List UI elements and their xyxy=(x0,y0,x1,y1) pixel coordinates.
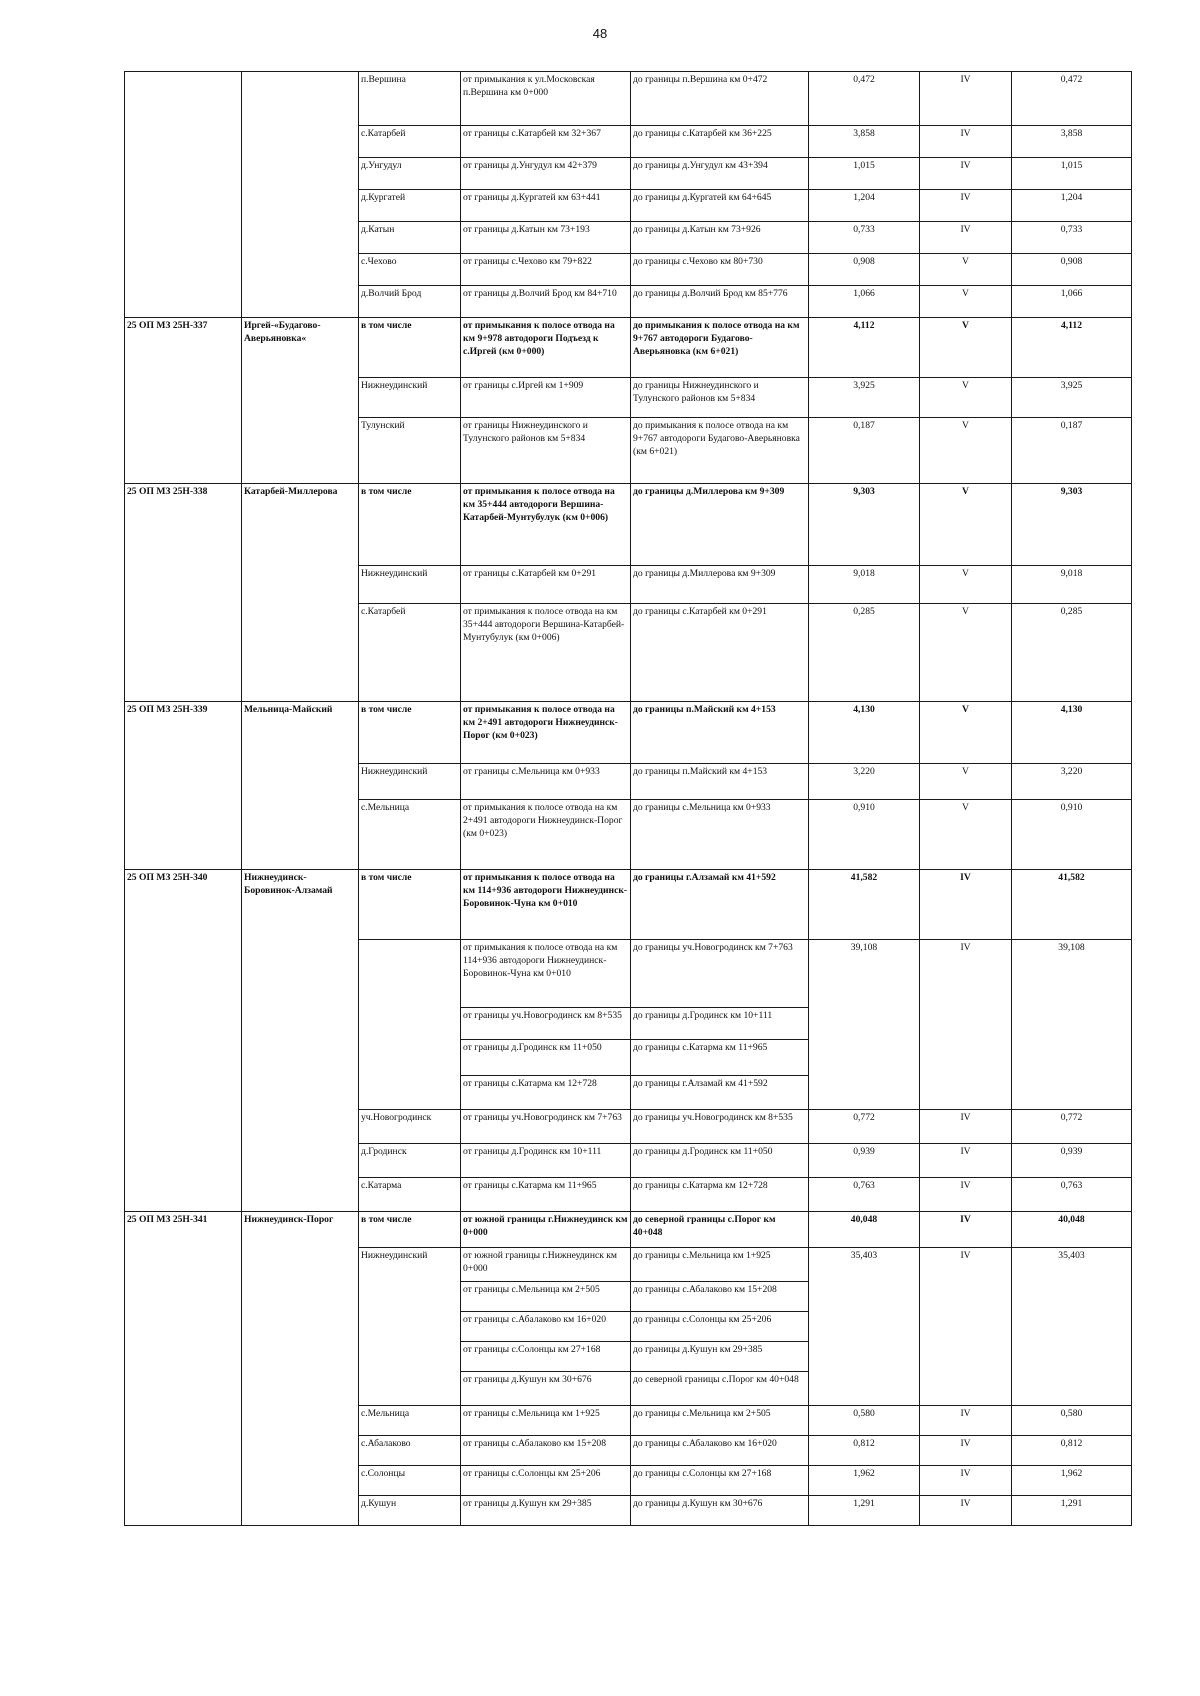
from-cell: от примыкания к полосе отвода на км 35+444 автодороги Вершина-Катарбей-Мунтубулук (км 0+006) xyxy=(461,484,631,566)
total-length-cell: 9,303 xyxy=(1012,484,1132,566)
to-cell: до границы с.Катарма км 11+965 xyxy=(631,1040,809,1076)
total-length-cell: 0,285 xyxy=(1012,604,1132,702)
location-cell: д.Кургатей xyxy=(359,190,461,222)
total-length-cell: 1,291 xyxy=(1012,1496,1132,1526)
category-cell: V xyxy=(920,418,1012,484)
length-cell: 40,048 xyxy=(809,1212,920,1248)
location-cell: д.Гродинск xyxy=(359,1144,461,1178)
length-cell: 41,582 xyxy=(809,870,920,940)
total-length-cell: 9,018 xyxy=(1012,566,1132,604)
table-row xyxy=(125,1212,1132,1248)
total-length-cell: 1,962 xyxy=(1012,1466,1132,1496)
road-name-cell xyxy=(242,72,359,318)
from-cell: от примыкания к полосе отвода на км 9+978 автодороги Подъезд к с.Иргей (км 0+000) xyxy=(461,318,631,378)
to-cell: до границы с.Чехово км 80+730 xyxy=(631,254,809,286)
length-cell: 0,763 xyxy=(809,1178,920,1212)
from-cell: от границы с.Солонцы км 27+168 xyxy=(461,1342,631,1372)
from-cell: от границы с.Мельница км 0+933 xyxy=(461,764,631,800)
to-cell: до границы д.Миллерова км 9+309 xyxy=(631,566,809,604)
to-cell: до северной границы с.Порог км 40+048 xyxy=(631,1372,809,1406)
to-cell: до границы д.Унгудул км 43+394 xyxy=(631,158,809,190)
from-cell: от границы Нижнеудинского и Тулунского районов км 5+834 xyxy=(461,418,631,484)
location-cell: Нижнеудинский xyxy=(359,1248,461,1406)
location-cell: в том числе xyxy=(359,484,461,566)
total-length-cell: 3,220 xyxy=(1012,764,1132,800)
from-cell: от южной границы г.Нижнеудинск км 0+000 xyxy=(461,1248,631,1282)
category-cell: IV xyxy=(920,190,1012,222)
total-length-cell: 0,580 xyxy=(1012,1406,1132,1436)
to-cell: до границы с.Катарбей км 0+291 xyxy=(631,604,809,702)
to-cell: до границы с.Катарма км 12+728 xyxy=(631,1178,809,1212)
to-cell: до примыкания к полосе отвода на км 9+767 автодороги Будагово-Аверьяновка (км 6+021) xyxy=(631,318,809,378)
to-cell: до границы п.Майский км 4+153 xyxy=(631,764,809,800)
length-cell: 1,015 xyxy=(809,158,920,190)
road-code-cell: 25 ОП МЗ 25Н-337 xyxy=(125,318,242,484)
from-cell: от границы уч.Новогродинск км 8+535 xyxy=(461,1008,631,1040)
location-cell: с.Катарма xyxy=(359,1178,461,1212)
to-cell: до границы уч.Новогродинск км 7+763 xyxy=(631,940,809,1008)
total-length-cell: 40,048 xyxy=(1012,1212,1132,1248)
to-cell: до границы с.Абалаково км 15+208 xyxy=(631,1282,809,1312)
length-cell: 9,018 xyxy=(809,566,920,604)
to-cell: до границы с.Мельница км 1+925 xyxy=(631,1248,809,1282)
table-row xyxy=(125,702,1132,764)
road-code-cell: 25 ОП МЗ 25Н-338 xyxy=(125,484,242,702)
total-length-cell: 1,066 xyxy=(1012,286,1132,318)
from-cell: от границы с.Катарбей км 0+291 xyxy=(461,566,631,604)
category-cell: IV xyxy=(920,1496,1012,1526)
total-length-cell: 0,910 xyxy=(1012,800,1132,870)
total-length-cell: 3,925 xyxy=(1012,378,1132,418)
road-code-cell xyxy=(125,72,242,318)
category-cell: V xyxy=(920,764,1012,800)
length-cell: 3,858 xyxy=(809,126,920,158)
roads-table xyxy=(124,71,1132,1526)
location-cell: в том числе xyxy=(359,702,461,764)
length-cell: 4,112 xyxy=(809,318,920,378)
total-length-cell: 0,763 xyxy=(1012,1178,1132,1212)
location-cell: с.Катарбей xyxy=(359,126,461,158)
category-cell: IV xyxy=(920,1110,1012,1144)
category-cell: V xyxy=(920,484,1012,566)
length-cell: 0,772 xyxy=(809,1110,920,1144)
location-cell: с.Мельница xyxy=(359,1406,461,1436)
from-cell: от примыкания к ул.Московская п.Вершина км 0+000 xyxy=(461,72,631,126)
road-name-cell: Нижнеудинск-Боровинок-Алзамай xyxy=(242,870,359,1212)
total-length-cell: 0,812 xyxy=(1012,1436,1132,1466)
from-cell: от границы д.Кушун км 30+676 xyxy=(461,1372,631,1406)
location-cell: в том числе xyxy=(359,870,461,940)
length-cell: 4,130 xyxy=(809,702,920,764)
length-cell: 35,403 xyxy=(809,1248,920,1406)
category-cell: V xyxy=(920,566,1012,604)
from-cell: от примыкания к полосе отвода на км 114+936 автодороги Нижнеудинск-Боровинок-Чуна км 0+010 xyxy=(461,870,631,940)
road-name-cell: Нижнеудинск-Порог xyxy=(242,1212,359,1526)
category-cell: IV xyxy=(920,1144,1012,1178)
location-cell: д.Кушун xyxy=(359,1496,461,1526)
category-cell: IV xyxy=(920,72,1012,126)
location-cell: в том числе xyxy=(359,318,461,378)
from-cell: от примыкания к полосе отвода на км 2+491 автодороги Нижнеудинск-Порог (км 0+023) xyxy=(461,702,631,764)
location-cell: Нижнеудинский xyxy=(359,566,461,604)
from-cell: от границы д.Волчий Брод км 84+710 xyxy=(461,286,631,318)
page-number: 48 xyxy=(592,26,608,41)
to-cell: до границы с.Мельница км 0+933 xyxy=(631,800,809,870)
location-cell: уч.Новогродинск xyxy=(359,1110,461,1144)
to-cell: до границы д.Кушун км 29+385 xyxy=(631,1342,809,1372)
category-cell: V xyxy=(920,318,1012,378)
location-cell: д.Катын xyxy=(359,222,461,254)
category-cell: IV xyxy=(920,158,1012,190)
to-cell: до границы д.Гродинск км 10+111 xyxy=(631,1008,809,1040)
category-cell: IV xyxy=(920,126,1012,158)
total-length-cell: 35,403 xyxy=(1012,1248,1132,1406)
category-cell: V xyxy=(920,702,1012,764)
table-row xyxy=(125,72,1132,126)
from-cell: от примыкания к полосе отвода на км 114+936 автодороги Нижнеудинск-Боровинок-Чуна км 0+010 xyxy=(461,940,631,1008)
location-cell: п.Вершина xyxy=(359,72,461,126)
length-cell: 0,580 xyxy=(809,1406,920,1436)
road-code-cell: 25 ОП МЗ 25Н-341 xyxy=(125,1212,242,1526)
total-length-cell: 0,472 xyxy=(1012,72,1132,126)
total-length-cell: 1,015 xyxy=(1012,158,1132,190)
to-cell: до примыкания к полосе отвода на км 9+767 автодороги Будагово-Аверьяновка (км 6+021) xyxy=(631,418,809,484)
location-cell: д.Унгудул xyxy=(359,158,461,190)
location-cell: Нижнеудинский xyxy=(359,764,461,800)
from-cell: от границы с.Чехово км 79+822 xyxy=(461,254,631,286)
from-cell: от границы с.Мельница км 1+925 xyxy=(461,1406,631,1436)
total-length-cell: 39,108 xyxy=(1012,940,1132,1110)
category-cell: V xyxy=(920,378,1012,418)
from-cell: от границы с.Абалаково км 15+208 xyxy=(461,1436,631,1466)
category-cell: IV xyxy=(920,870,1012,940)
from-cell: от границы с.Катарма км 12+728 xyxy=(461,1076,631,1110)
category-cell: IV xyxy=(920,1406,1012,1436)
to-cell: до границы с.Катарбей км 36+225 xyxy=(631,126,809,158)
length-cell: 0,472 xyxy=(809,72,920,126)
length-cell: 0,187 xyxy=(809,418,920,484)
from-cell: от южной границы г.Нижнеудинск км 0+000 xyxy=(461,1212,631,1248)
length-cell: 1,204 xyxy=(809,190,920,222)
total-length-cell: 3,858 xyxy=(1012,126,1132,158)
length-cell: 1,962 xyxy=(809,1466,920,1496)
length-cell: 0,908 xyxy=(809,254,920,286)
length-cell: 3,925 xyxy=(809,378,920,418)
location-cell: Нижнеудинский xyxy=(359,378,461,418)
location-cell xyxy=(359,940,461,1110)
category-cell: IV xyxy=(920,1178,1012,1212)
to-cell: до границы с.Солонцы км 25+206 xyxy=(631,1312,809,1342)
from-cell: от границы д.Кургатей км 63+441 xyxy=(461,190,631,222)
length-cell: 0,910 xyxy=(809,800,920,870)
to-cell: до границы г.Алзамай км 41+592 xyxy=(631,1076,809,1110)
total-length-cell: 1,204 xyxy=(1012,190,1132,222)
from-cell: от границы с.Катарма км 11+965 xyxy=(461,1178,631,1212)
to-cell: до границы г.Алзамай км 41+592 xyxy=(631,870,809,940)
location-cell: в том числе xyxy=(359,1212,461,1248)
to-cell: до границы д.Катын км 73+926 xyxy=(631,222,809,254)
total-length-cell: 0,772 xyxy=(1012,1110,1132,1144)
total-length-cell: 41,582 xyxy=(1012,870,1132,940)
to-cell: до границы д.Миллерова км 9+309 xyxy=(631,484,809,566)
road-name-cell: Катарбей-Миллерова xyxy=(242,484,359,702)
from-cell: от границы д.Гродинск км 10+111 xyxy=(461,1144,631,1178)
category-cell: V xyxy=(920,254,1012,286)
category-cell: IV xyxy=(920,1212,1012,1248)
location-cell: Тулунский xyxy=(359,418,461,484)
location-cell: с.Мельница xyxy=(359,800,461,870)
to-cell: до границы д.Кургатей км 64+645 xyxy=(631,190,809,222)
table-row xyxy=(125,484,1132,566)
location-cell: с.Абалаково xyxy=(359,1436,461,1466)
road-name-cell: Иргей-«Будагово-Аверьяновка« xyxy=(242,318,359,484)
from-cell: от границы д.Катын км 73+193 xyxy=(461,222,631,254)
length-cell: 0,733 xyxy=(809,222,920,254)
length-cell: 1,066 xyxy=(809,286,920,318)
category-cell: IV xyxy=(920,222,1012,254)
location-cell: с.Солонцы xyxy=(359,1466,461,1496)
from-cell: от границы с.Мельница км 2+505 xyxy=(461,1282,631,1312)
road-name-cell: Мельница-Майский xyxy=(242,702,359,870)
from-cell: от границы с.Катарбей км 32+367 xyxy=(461,126,631,158)
road-code-cell: 25 ОП МЗ 25Н-339 xyxy=(125,702,242,870)
total-length-cell: 0,939 xyxy=(1012,1144,1132,1178)
table-row xyxy=(125,318,1132,378)
length-cell: 1,291 xyxy=(809,1496,920,1526)
from-cell: от границы с.Солонцы км 25+206 xyxy=(461,1466,631,1496)
length-cell: 0,285 xyxy=(809,604,920,702)
location-cell: с.Чехово xyxy=(359,254,461,286)
from-cell: от границы с.Абалаково км 16+020 xyxy=(461,1312,631,1342)
from-cell: от границы д.Кушун км 29+385 xyxy=(461,1496,631,1526)
to-cell: до границы д.Гродинск км 11+050 xyxy=(631,1144,809,1178)
category-cell: IV xyxy=(920,1436,1012,1466)
length-cell: 0,939 xyxy=(809,1144,920,1178)
to-cell: до границы уч.Новогродинск км 8+535 xyxy=(631,1110,809,1144)
total-length-cell: 4,130 xyxy=(1012,702,1132,764)
length-cell: 0,812 xyxy=(809,1436,920,1466)
to-cell: до границы с.Солонцы км 27+168 xyxy=(631,1466,809,1496)
to-cell: до границы д.Волчий Брод км 85+776 xyxy=(631,286,809,318)
category-cell: V xyxy=(920,604,1012,702)
from-cell: от примыкания к полосе отвода на км 35+444 автодороги Вершина-Катарбей-Мунтубулук (км 0+006) xyxy=(461,604,631,702)
location-cell: с.Катарбей xyxy=(359,604,461,702)
total-length-cell: 0,187 xyxy=(1012,418,1132,484)
length-cell: 39,108 xyxy=(809,940,920,1110)
to-cell: до границы п.Майский км 4+153 xyxy=(631,702,809,764)
table-row xyxy=(125,870,1132,940)
from-cell: от границы с.Иргей км 1+909 xyxy=(461,378,631,418)
category-cell: V xyxy=(920,800,1012,870)
to-cell: до границы с.Абалаково км 16+020 xyxy=(631,1436,809,1466)
from-cell: от примыкания к полосе отвода на км 2+491 автодороги Нижнеудинск-Порог (км 0+023) xyxy=(461,800,631,870)
road-code-cell: 25 ОП МЗ 25Н-340 xyxy=(125,870,242,1212)
length-cell: 9,303 xyxy=(809,484,920,566)
to-cell: до северной границы с.Порог км 40+048 xyxy=(631,1212,809,1248)
category-cell: V xyxy=(920,286,1012,318)
from-cell: от границы д.Унгудул км 42+379 xyxy=(461,158,631,190)
location-cell: д.Волчий Брод xyxy=(359,286,461,318)
total-length-cell: 4,112 xyxy=(1012,318,1132,378)
category-cell: IV xyxy=(920,940,1012,1110)
to-cell: до границы д.Кушун км 30+676 xyxy=(631,1496,809,1526)
to-cell: до границы Нижнеудинского и Тулунского районов км 5+834 xyxy=(631,378,809,418)
to-cell: до границы п.Вершина км 0+472 xyxy=(631,72,809,126)
from-cell: от границы уч.Новогродинск км 7+763 xyxy=(461,1110,631,1144)
total-length-cell: 0,908 xyxy=(1012,254,1132,286)
category-cell: IV xyxy=(920,1248,1012,1406)
length-cell: 3,220 xyxy=(809,764,920,800)
to-cell: до границы с.Мельница км 2+505 xyxy=(631,1406,809,1436)
from-cell: от границы д.Гродинск км 11+050 xyxy=(461,1040,631,1076)
category-cell: IV xyxy=(920,1466,1012,1496)
total-length-cell: 0,733 xyxy=(1012,222,1132,254)
